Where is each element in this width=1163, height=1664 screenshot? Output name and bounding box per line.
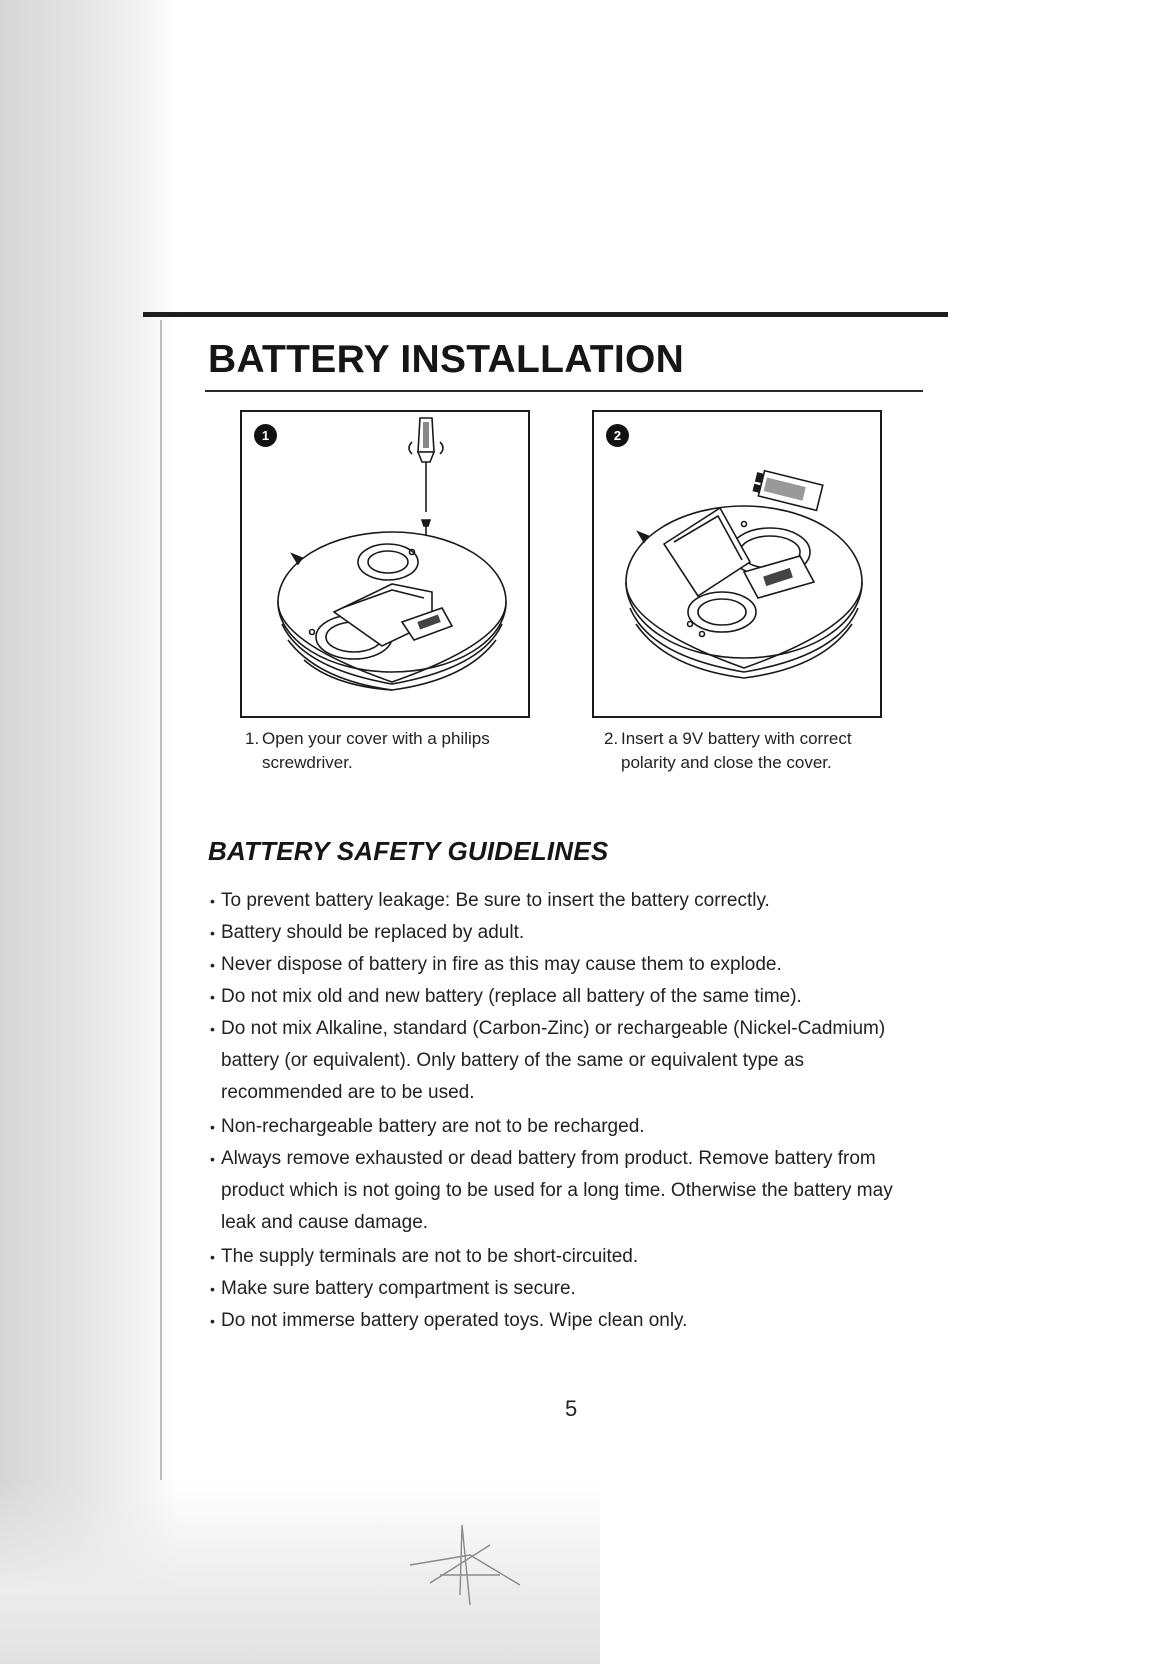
pencil-scribble bbox=[400, 1505, 540, 1615]
step-1-caption bbox=[245, 727, 525, 775]
safety-heading: BATTERY SAFETY GUIDELINES bbox=[208, 836, 609, 866]
step-2-illustration bbox=[592, 410, 882, 718]
guideline-item: • Battery should be replaced by adult. bbox=[210, 917, 910, 949]
battery-9v-icon bbox=[594, 412, 880, 716]
screwdriver-icon bbox=[242, 412, 528, 716]
guideline-item: • Do not mix Alkaline, standard (Carbon-Zinc) or rechargeable (Nickel-Cadmium) battery (or equivalent). Only battery of the same or equivalent type as recommended are to be used. bbox=[210, 1013, 910, 1109]
guideline-item: • The supply terminals are not to be short-circuited. bbox=[210, 1241, 910, 1273]
guideline-item: • To prevent battery leakage: Be sure to insert the battery correctly. bbox=[210, 885, 910, 917]
guideline-item: • Do not immerse battery operated toys. Wipe clean only. bbox=[210, 1305, 910, 1337]
page-number: 5 bbox=[565, 1396, 578, 1421]
step-2-badge: 2 bbox=[606, 424, 629, 447]
step-1-text-cont: screwdriver. bbox=[262, 753, 353, 772]
step-2-number: 2. bbox=[604, 729, 619, 748]
guideline-item: • Never dispose of battery in fire as this may cause them to explode. bbox=[210, 949, 910, 981]
guideline-item: • Non-rechargeable battery are not to be recharged. bbox=[210, 1111, 910, 1143]
page-edge bbox=[160, 320, 162, 1480]
step-1-number: 1. bbox=[245, 729, 260, 748]
guideline-item: • Always remove exhausted or dead battery from product. Remove battery from product which is not going to be used for a long time. Otherwise the battery may leak and cause damage. bbox=[210, 1143, 910, 1239]
guideline-item: • Make sure battery compartment is secure. bbox=[210, 1273, 910, 1305]
safety-guidelines-list bbox=[210, 885, 910, 1337]
step-2-text-cont: polarity and close the cover. bbox=[621, 753, 832, 772]
page-title: BATTERY INSTALLATION bbox=[208, 338, 685, 381]
title-rule bbox=[205, 390, 923, 392]
step-2-caption bbox=[604, 727, 894, 775]
step-2-text: Insert a 9V battery with correct bbox=[621, 729, 852, 748]
guideline-item: • Do not mix old and new battery (replace all battery of the same time). bbox=[210, 981, 910, 1013]
step-1-text: Open your cover with a philips bbox=[262, 729, 490, 748]
step-1-illustration bbox=[240, 410, 530, 718]
step-1-badge: 1 bbox=[254, 424, 277, 447]
top-rule bbox=[143, 312, 948, 317]
